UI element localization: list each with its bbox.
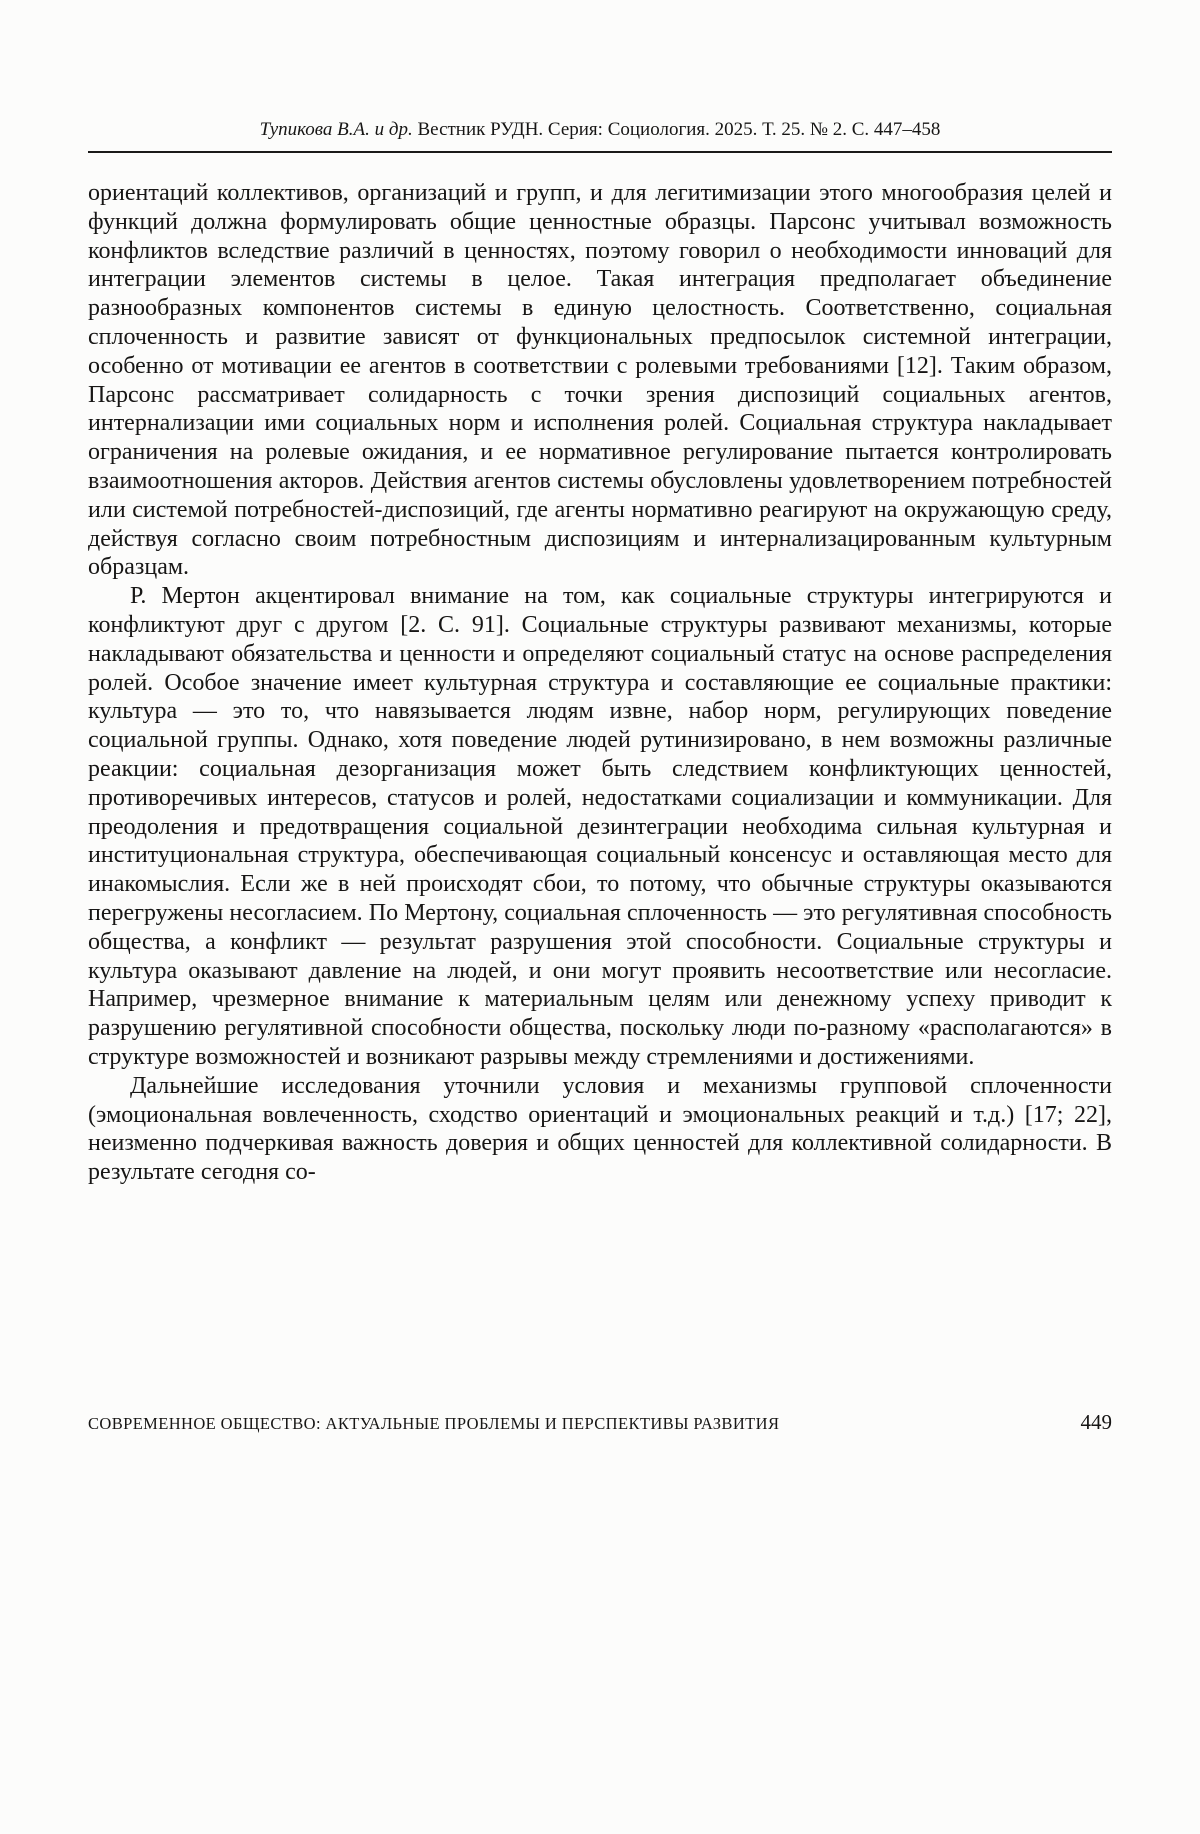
body-paragraph: ориентаций коллективов, организаций и групп, и для легитимизации этого многообразия целей и функций должна формулировать общие ценностные образцы. Парсонс учитывал возможность конфликтов вследствие различий в ценностях, поэтому говорил о необходимости инноваций для интеграции элементов системы в целое. Такая интеграция предполагает объединение разнообразных компонентов системы в единую целостность. Соответственно, социальная сплоченность и развитие зависят от функциональных предпосылок системной интеграции, особенно от мотивации ее агентов в соответствии с ролевыми требованиями [12]. Таким образом, Парсонс рассматривает солидарность с точки зрения диспозиций социальных агентов, интернализации ими социальных норм и исполнения ролей. Социальная структура накладывает ограничения на ролевые ожидания, и ее нормативное регулирование пытается контролировать взаимоотношения акторов. Действия агентов системы обусловлены удовлетворением потребностей или системой потребностей-диспозиций, где агенты нормативно реагируют на окружающую среду, действуя согласно своим потребностным диспозициям и интернализацированным культурным образцам. [88, 180, 1112, 581]
header-authors: Тупикова В.А. и др. [259, 119, 413, 140]
running-header [88, 118, 1112, 142]
footer-section-title: СОВРЕМЕННОЕ ОБЩЕСТВО: АКТУАЛЬНЫЕ ПРОБЛЕМЫ И ПЕРСПЕКТИВЫ РАЗВИТИЯ [88, 1414, 780, 1433]
header-citation: Вестник РУДН. Серия: Социология. 2025. Т. 25. № 2. С. 447–458 [417, 119, 941, 140]
page-footer [88, 1410, 1112, 1435]
body-paragraph: Р. Мертон акцентировал внимание на том, как социальные структуры интегрируются и конфликтуют друг с другом [2. С. 91]. Социальные структуры развивают механизмы, которые накладывают обязательства и ценности и определяют социальный статус на основе распределения ролей. Особое значение имеет культурная структура и составляющие ее социальные практики: культура — это то, что навязывается людям извне, набор норм, регулирующих поведение социальной группы. Однако, хотя поведение людей рутинизировано, в нем возможны различные реакции: социальная дезорганизация может быть следствием конфликтующих ценностей, противоречивых интересов, статусов и ролей, недостатками социализации и коммуникации. Для преодоления и предотвращения социальной дезинтеграции необходима сильная культурная и институциональная структура, обеспечивающая социальный консенсус и оставляющая место для инакомыслия. Если же в ней происходят сбои, то потому, что обычные структуры оказываются перегружены несогласием. По Мертону, социальная сплоченность — это регулятивная способность общества, а конфликт — результат разрушения этой способности. Социальные структуры и культура оказывают давление на людей, и они могут проявить несоответствие или несогласие. Например, чрезмерное внимание к материальным целям или денежному успеху приводит к разрушению регулятивной способности общества, поскольку люди по-разному «располагаются» в структуре возможностей и возникают разрывы между стремлениями и достижениями. [88, 583, 1112, 1070]
article-body [88, 179, 1112, 1187]
footer-page-number: 449 [1080, 1410, 1112, 1434]
body-paragraph: Дальнейшие исследования уточнили условия и механизмы групповой сплоченности (эмоциональная вовлеченность, сходство ориентаций и эмоциональных реакций и т.д.) [17; 22], неизменно подчеркивая важность доверия и общих ценностей для коллективной солидарности. В результате сегодня со- [88, 1072, 1112, 1186]
page-content [88, 0, 1112, 1187]
header-rule [88, 151, 1112, 153]
